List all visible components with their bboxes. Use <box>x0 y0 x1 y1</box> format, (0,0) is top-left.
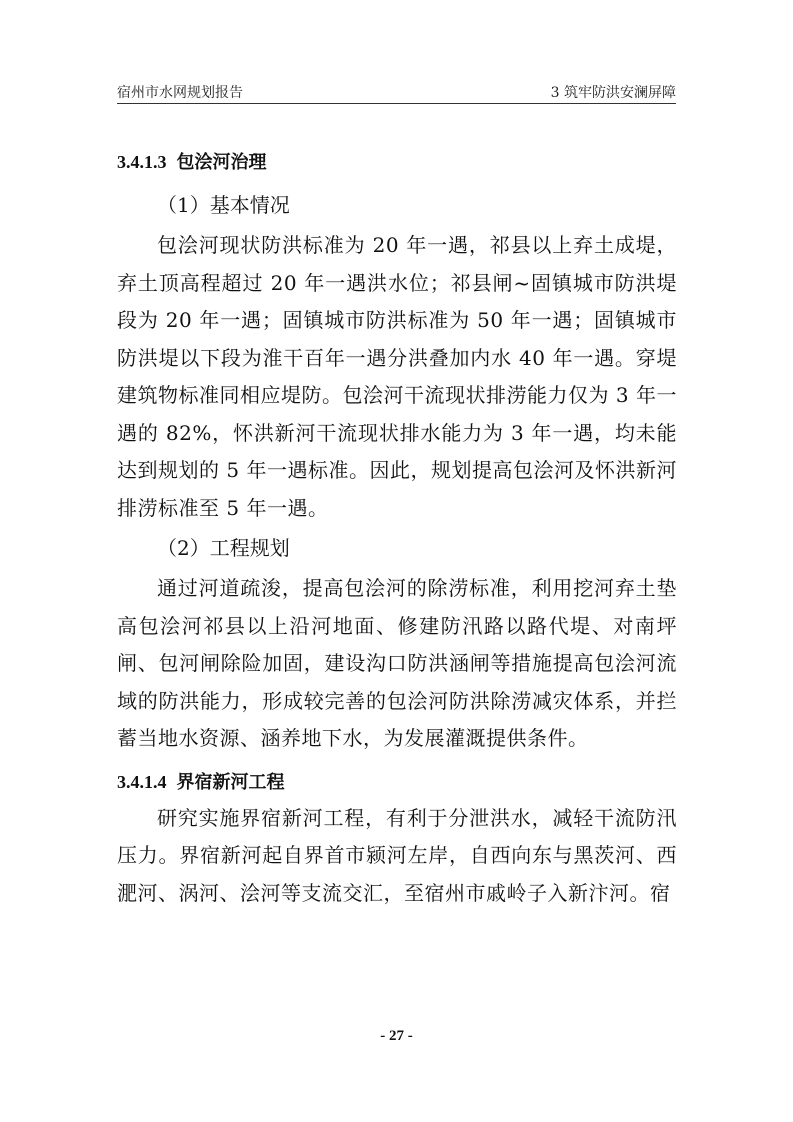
paragraph-engineering-plan: 通过河道疏浚，提高包浍河的除涝标准，利用挖河弃土垫高包浍河祁县以上沿河地面、修建防汛路以路代堤、对南坪闸、包河闸除险加固，建设沟口防洪涵闸等措施提高包浍河流域的防洪能力，形成较完善的包浍河防洪除涝减灾体系，并拦蓄当地水资源、涵养地下水，为发展灌溉提供条件。 <box>117 576 677 750</box>
header-chapter-title: 3 筑牢防洪安澜屏障 <box>550 85 676 101</box>
section-heading-3-4-1-3 <box>117 148 677 177</box>
page-number: - 27 - <box>380 1028 413 1044</box>
section-number: 3.4.1.3 <box>117 152 167 172</box>
header-report-title: 宿州市水网规划报告 <box>117 85 243 101</box>
page-body <box>117 148 677 912</box>
section-number: 3.4.1.4 <box>117 771 167 792</box>
paragraph-basic-situation: 包浍河现状防洪标准为 20 年一遇，祁县以上弃土成堤，弃土顶高程超过 20 年一遇洪水位；祁县闸~固镇城市防洪堤段为 20 年一遇；固镇城市防洪标准为 50 年一遇；固镇城市防洪堤以下段为淮干百年一遇分洪叠加内水 40 年一遇。穿堤建筑物标准同相应堤防。包浍河干流现状排涝能力仅为 3 年一遇的 82%，怀洪新河干流现状排水能力为 3 年一遇，均未能达到规划的 5 年一遇标准。因此，规划提高包浍河及怀洪新河排涝标准至 5 年一遇。 <box>117 233 677 520</box>
subheading-engineering-plan: （2）工程规划 <box>157 536 290 560</box>
page-header <box>117 82 676 102</box>
header-rule <box>117 103 676 104</box>
paragraph-jiesu-new-river: 研究实施界宿新河工程，有利于分泄洪水，减轻干流防汛压力。界宿新河起自界首市颍河左岸，自西向东与黑茨河、西淝河、涡河、浍河等支流交汇，至宿州市戚岭子入新汴河。宿 <box>117 805 677 905</box>
section-title: 界宿新河工程 <box>176 771 285 793</box>
subheading-basic-situation: （1）基本情况 <box>157 193 290 217</box>
section-heading-3-4-1-4 <box>117 768 677 797</box>
section-title: 包浍河治理 <box>176 152 267 173</box>
